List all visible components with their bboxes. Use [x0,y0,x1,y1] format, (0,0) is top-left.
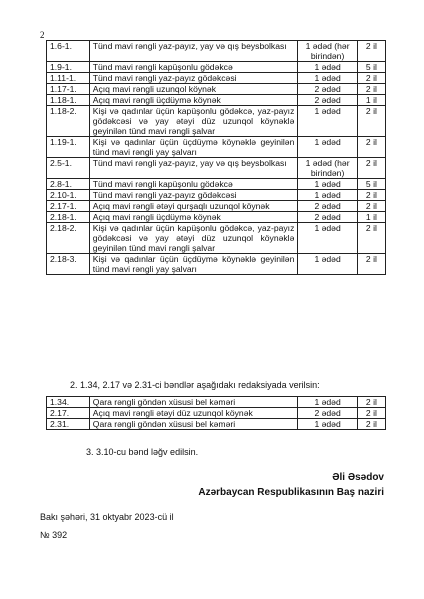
item-quantity: 1 ədəd [298,73,357,84]
item-code: 1.17-1. [47,84,90,95]
table-row [47,190,386,201]
item-code: 1.18-2. [47,106,90,137]
item-quantity: 1 ədəd (hər birindən) [298,158,357,179]
item-term: 2 il [357,106,385,137]
amendment-paragraph-2: 2. 1.34, 2.17 və 2.31-ci bəndlər aşağıdakı redaksiyada verilsin: [70,380,320,390]
document-number: № 392 [40,530,68,540]
table-row [47,137,386,158]
item-description: Qara rəngli göndən xüsusi bel kəməri [89,419,298,430]
item-quantity: 2 ədəd [298,201,357,212]
item-term: 2 il [357,419,385,430]
item-code: 2.31. [47,419,90,430]
item-term: 5 il [357,179,385,190]
amended-items-table [46,396,386,430]
item-description: Kişi və qadınlar üçün üçdüymə köynəklə geyinilən tünd mavi rəngli yay şalvarı [89,254,298,275]
item-quantity: 1 ədəd [298,254,357,275]
item-quantity: 1 ədəd [298,397,357,408]
table-row [47,223,386,254]
table-row [47,397,386,408]
table-row [47,201,386,212]
table-row [47,73,386,84]
item-description: Kişi və qadınlar üçün kapüşonlu gödəkcə, yaz-payız gödəkcəsi və yay ətəyi düz uzunqol köynəklə geyinilən tünd mavi rəngli şalvar [89,223,298,254]
item-description: Tünd mavi rəngli kapüşonlu gödəkcə [89,62,298,73]
item-description: Tünd mavi rəngli kapüşonlu gödəkcə [89,179,298,190]
item-quantity: 1 ədəd [298,419,357,430]
page-number: 2 [40,30,45,40]
item-term: 2 il [357,158,385,179]
item-term: 2 il [357,73,385,84]
table-row [47,408,386,419]
item-code: 2.5-1. [47,158,90,179]
item-description: Tünd mavi rəngli yaz-payız, yay və qış beysbolkası [89,158,298,179]
item-code: 2.17-1. [47,201,90,212]
item-quantity: 1 ədəd [298,106,357,137]
item-term: 2 il [357,84,385,95]
table-row [47,212,386,223]
signatory-name: Əli Əsədov [332,472,384,483]
item-description: Açıq mavi rəngli ətəyi qurşaqlı uzunqol köynək [89,201,298,212]
item-term: 1 il [357,95,385,106]
table-row [47,106,386,137]
item-description: Kişi və qadınlar üçün üçdüymə köynəklə geyinilən tünd mavi rəngli yay şalvarı [89,137,298,158]
item-term: 1 il [357,212,385,223]
item-description: Qara rəngli göndən xüsusi bel kəməri [89,397,298,408]
item-quantity: 1 ədəd [298,137,357,158]
item-code: 1.34. [47,397,90,408]
item-quantity: 1 ədəd [298,62,357,73]
item-description: Açıq mavi rəngli ətəyi düz uzunqol köynək [89,408,298,419]
item-description: Tünd mavi rəngli yaz-payız, yay və qış beysbolkası [89,41,298,62]
table-row [47,84,386,95]
item-description: Kişi və qadınlar üçün kapüşonlu gödəkcə, yaz-payız gödəkcəsi və yay ətəyi düz uzunqol köynəklə geyinilən tünd mavi rəngli şalvar [89,106,298,137]
item-quantity: 2 ədəd [298,212,357,223]
item-description: Tünd mavi rəngli yaz-payız gödəkcəsi [89,73,298,84]
item-quantity: 1 ədəd [298,179,357,190]
item-description: Açıq mavi rəngli üçdüymə köynək [89,212,298,223]
item-code: 1.11-1. [47,73,90,84]
item-quantity: 1 ədəd [298,190,357,201]
item-term: 2 il [357,408,385,419]
item-code: 2.8-1. [47,179,90,190]
item-quantity: 2 ədəd [298,408,357,419]
item-code: 1.9-1. [47,62,90,73]
amendment-paragraph-3: 3. 3.10-cu bənd ləğv edilsin. [86,447,199,457]
table-row [47,179,386,190]
item-code: 2.10-1. [47,190,90,201]
item-term: 2 il [357,201,385,212]
table-row [47,95,386,106]
item-quantity: 1 ədəd [298,223,357,254]
item-term: 2 il [357,41,385,62]
item-term: 5 il [357,62,385,73]
item-quantity: 2 ədəd [298,95,357,106]
uniform-items-table [46,40,386,275]
table-row [47,419,386,430]
item-code: 2.18-2. [47,223,90,254]
item-code: 2.18-1. [47,212,90,223]
item-description: Açıq mavi rəngli uzunqol köynək [89,84,298,95]
table-row [47,41,386,62]
item-quantity: 1 ədəd (hər birindən) [298,41,357,62]
item-code: 1.18-1. [47,95,90,106]
item-term: 2 il [357,397,385,408]
item-code: 1.6-1. [47,41,90,62]
item-term: 2 il [357,190,385,201]
signatory-title: Azərbaycan Respublikasının Baş naziri [198,487,384,498]
table-row [47,158,386,179]
item-term: 2 il [357,137,385,158]
item-description: Tünd mavi rəngli yaz-payız gödəkcəsi [89,190,298,201]
item-description: Açıq mavi rəngli üçdüymə köynək [89,95,298,106]
table-row [47,254,386,275]
item-code: 2.17. [47,408,90,419]
item-term: 2 il [357,223,385,254]
item-quantity: 2 ədəd [298,84,357,95]
item-code: 2.18-3. [47,254,90,275]
item-term: 2 il [357,254,385,275]
table-row [47,62,386,73]
place-and-date: Bakı şəhəri, 31 oktyabr 2023-cü il [40,512,174,522]
item-code: 1.19-1. [47,137,90,158]
